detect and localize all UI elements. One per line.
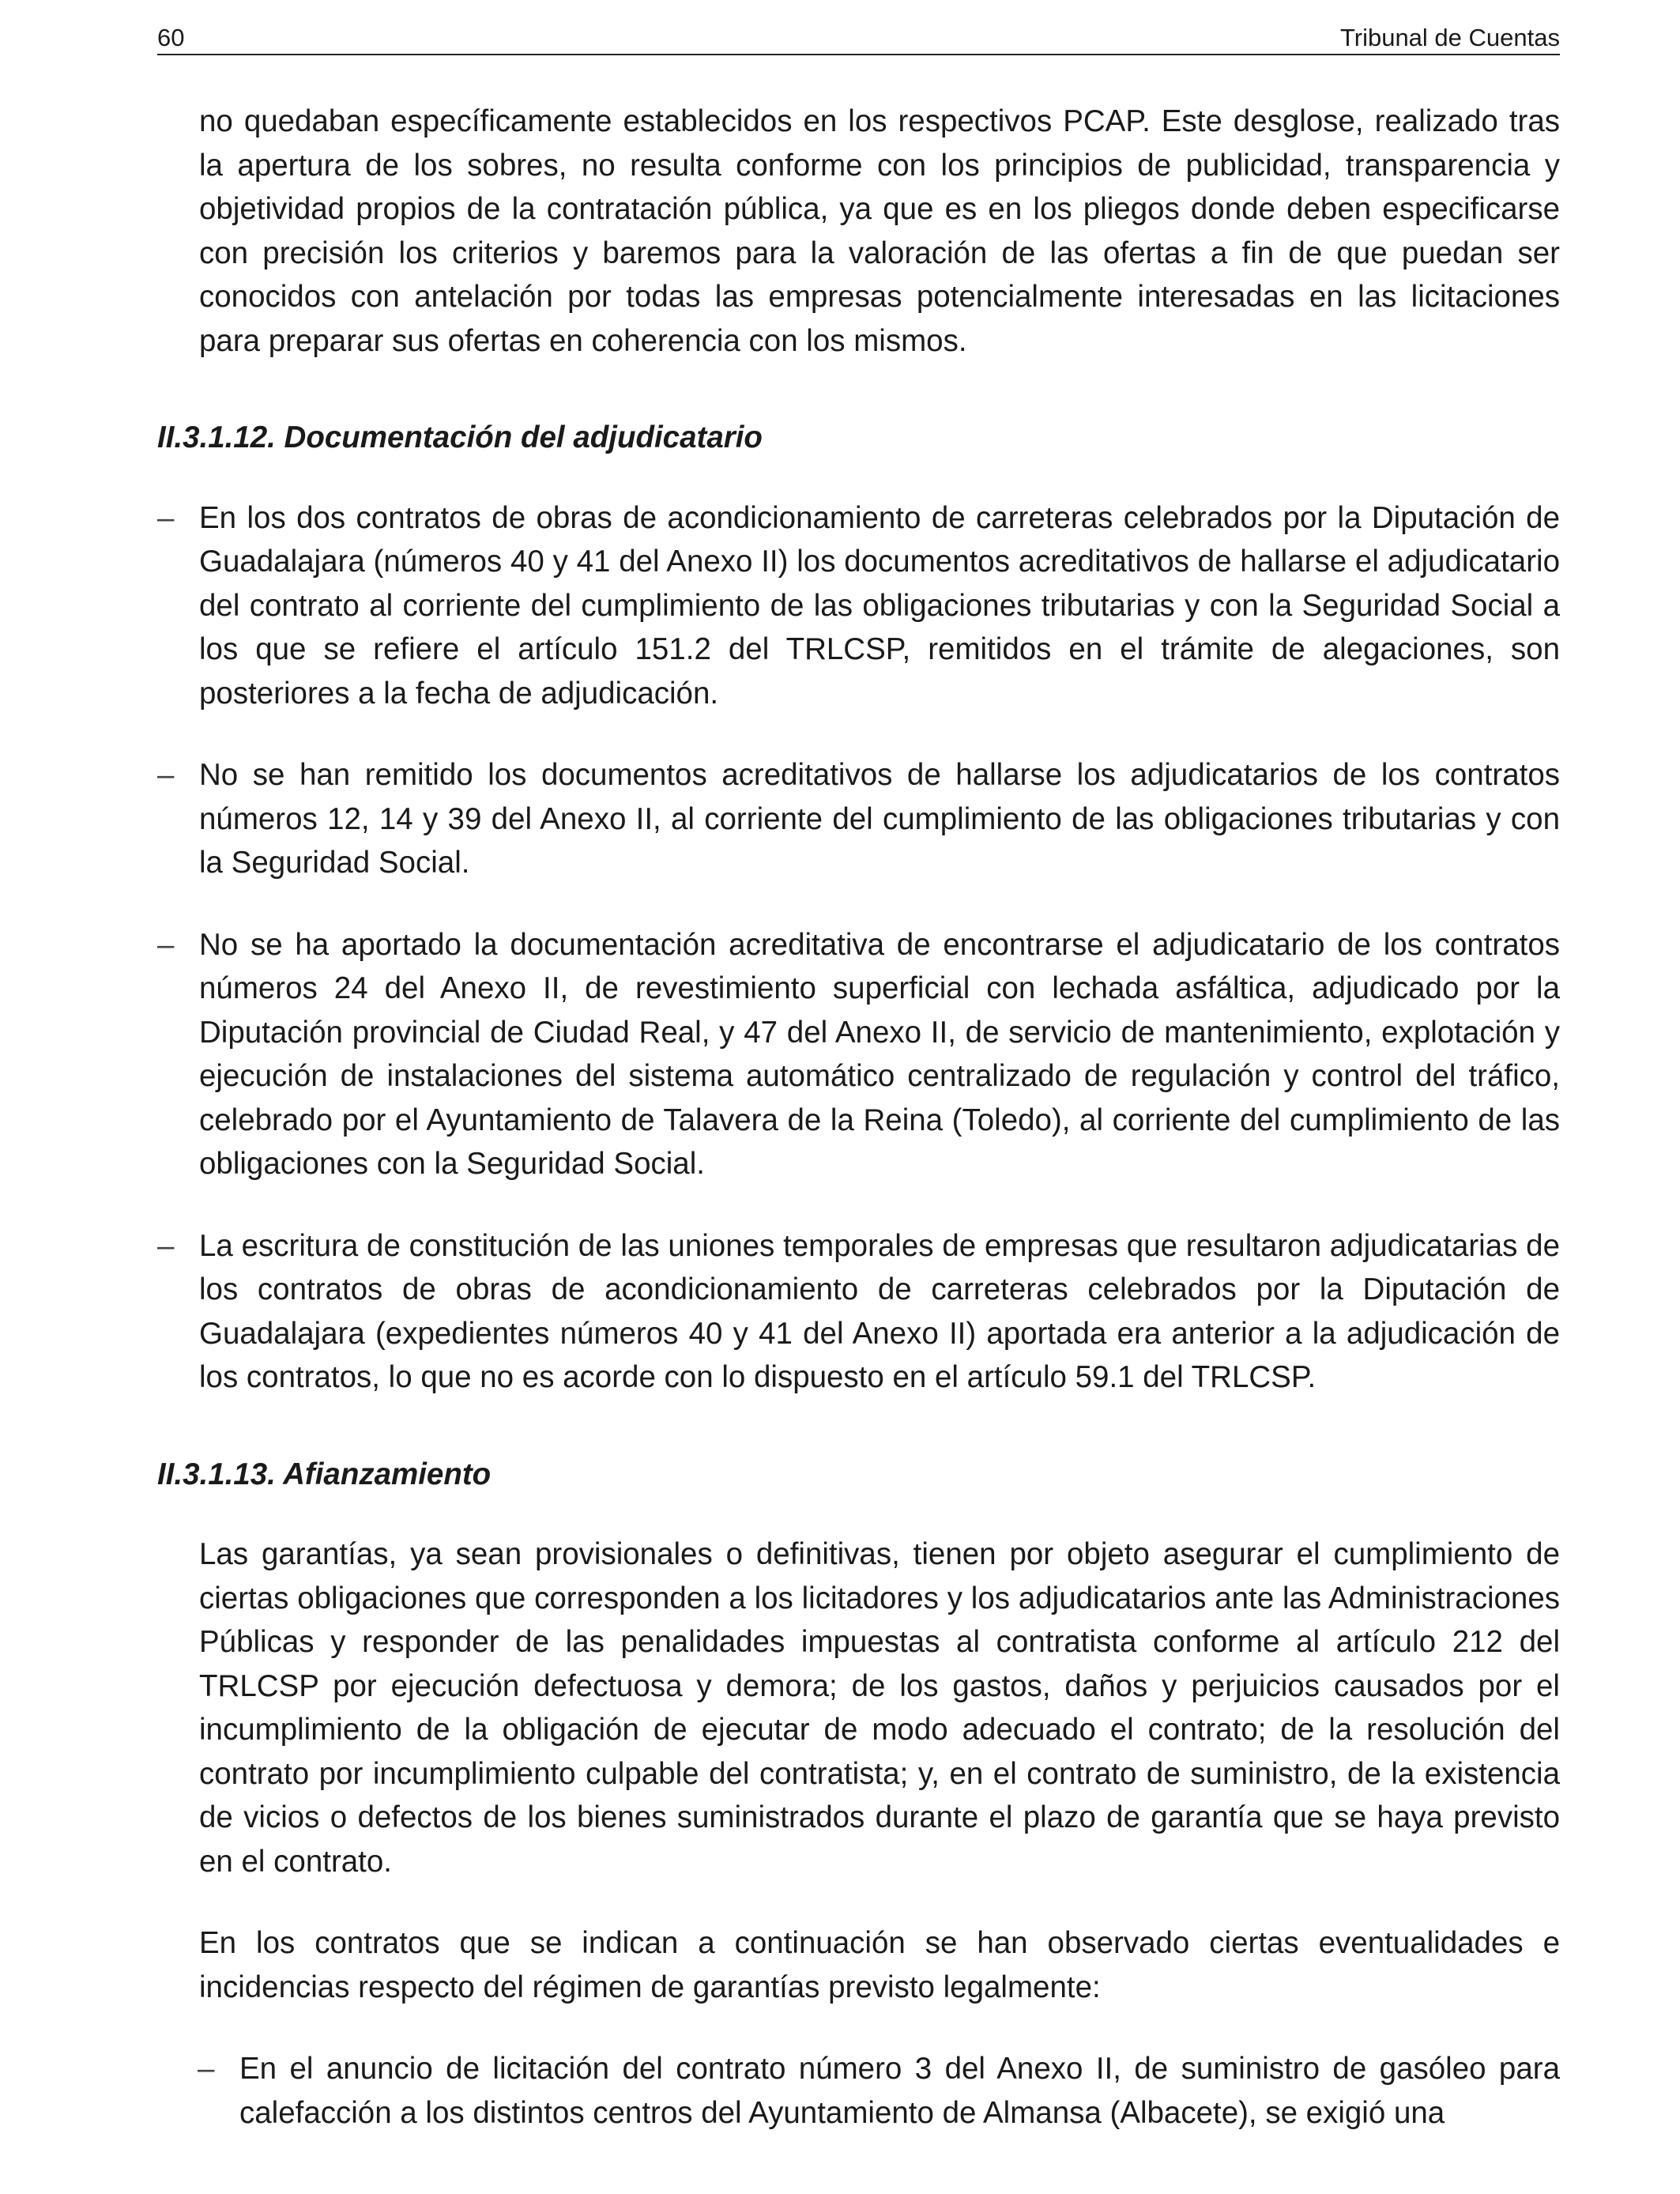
page-header — [157, 21, 1560, 55]
dash-bullet-icon: – — [157, 758, 175, 792]
list-item-text: En el anuncio de licitación del contrato número 3 del Anexo II, de suministro de gasóleo para calefacción a los distintos centros del Ayuntamiento de Almansa (Albacete), se exigió una — [239, 2052, 1560, 2130]
page-number: 60 — [157, 24, 185, 51]
list-item — [157, 496, 1560, 716]
dash-bullet-icon: – — [157, 1228, 175, 1263]
list-item-text: No se han remitido los documentos acreditativos de hallarse los adjudicatarios de los contratos números 12, 14 y 39 del Anexo II, al corriente del cumplimiento de las obligaciones tributarias y con la Seguridad Social. — [199, 758, 1560, 880]
list-item — [198, 2047, 1560, 2135]
dash-bullet-icon: – — [157, 500, 175, 535]
list-item — [157, 923, 1560, 1186]
running-title: Tribunal de Cuentas — [1339, 24, 1560, 51]
dash-bullet-icon: – — [157, 927, 175, 962]
list-item-text: La escritura de constitución de las uniones temporales de empresas que resultaron adjudicatarias de los contratos de obras de acondicionamiento de carreteras celebrados por la Diputación de Guadalajara (expedientes números 40 y 41 del Anexo II) aportada era anterior a la adjudicación de los contratos, lo que no es acorde con lo dispuesto en el artículo 59.1 del TRLCSP. — [199, 1228, 1560, 1394]
list-item — [157, 1224, 1560, 1400]
section-heading-documentacion: II.3.1.12. Documentación del adjudicatario — [157, 420, 763, 454]
list-item-text: En los dos contratos de obras de acondicionamiento de carreteras celebrados por la Diputación de Guadalajara (números 40 y 41 del Anexo II) los documentos acreditativos de hallarse el adjudicatario del contrato al corriente del cumplimiento de las obligaciones tributarias y con la Seguridad Social a los que se refiere el artículo 151.2 del TRLCSP, remitidos en el trámite de alegaciones, son posteriores a la fecha de adjudicación. — [199, 500, 1560, 711]
dash-bullet-icon: – — [198, 2052, 215, 2086]
intro-paragraph: no quedaban específicamente establecidos en los respectivos PCAP. Este desglose, realizado tras la apertura de los sobres, no resulta conforme con los principios de publicidad, transparencia y objetividad propios de la contratación pública, ya que es en los pliegos donde deben especificarse con precisión los criterios y baremos para la valoración de las ofertas a fin de que puedan ser conocidos con antelación por todas las empresas potencialmente interesadas en las licitaciones para preparar sus ofertas en coherencia con los mismos. — [199, 104, 1560, 358]
list-item — [157, 753, 1560, 885]
list-item-text: No se ha aportado la documentación acreditativa de encontrarse el adjudicatario de los contratos números 24 del Anexo II, de revestimiento superficial con lechada asfáltica, adjudicado por la Diputación provincial de Ciudad Real, y 47 del Anexo II, de servicio de mantenimiento, explotación y ejecución de instalaciones del sistema automático centralizado de regulación y control del tráfico, celebrado por el Ayuntamiento de Talavera de la Reina (Toledo), al corriente del cumplimiento de las obligaciones con la Seguridad Social. — [199, 927, 1560, 1181]
body-paragraph: En los contratos que se indican a continuación se han observado ciertas eventualidades e incidencias respecto del régimen de garantías previsto legalmente: — [199, 1926, 1560, 2004]
section-heading-afianzamiento: II.3.1.13. Afianzamiento — [157, 1457, 492, 1491]
page-body — [157, 100, 1560, 2135]
body-paragraph: Las garantías, ya sean provisionales o definitivas, tienen por objeto asegurar el cumplimiento de ciertas obligaciones que corresponden a los licitadores y los adjudicatarios ante las Administraciones Públicas y responder de las penalidades impuestas al contratista conforme al artículo 212 del TRLCSP por ejecución defectuosa y demora; de los gastos, daños y perjuicios causados por el incumplimiento de la obligación de ejecutar de modo adecuado el contrato; de la resolución del contrato por incumplimiento culpable del contratista; y, en el contrato de suministro, de la existencia de vicios o defectos de los bienes suministrados durante el plazo de garantía que se haya previsto en el contrato. — [199, 1537, 1560, 1879]
